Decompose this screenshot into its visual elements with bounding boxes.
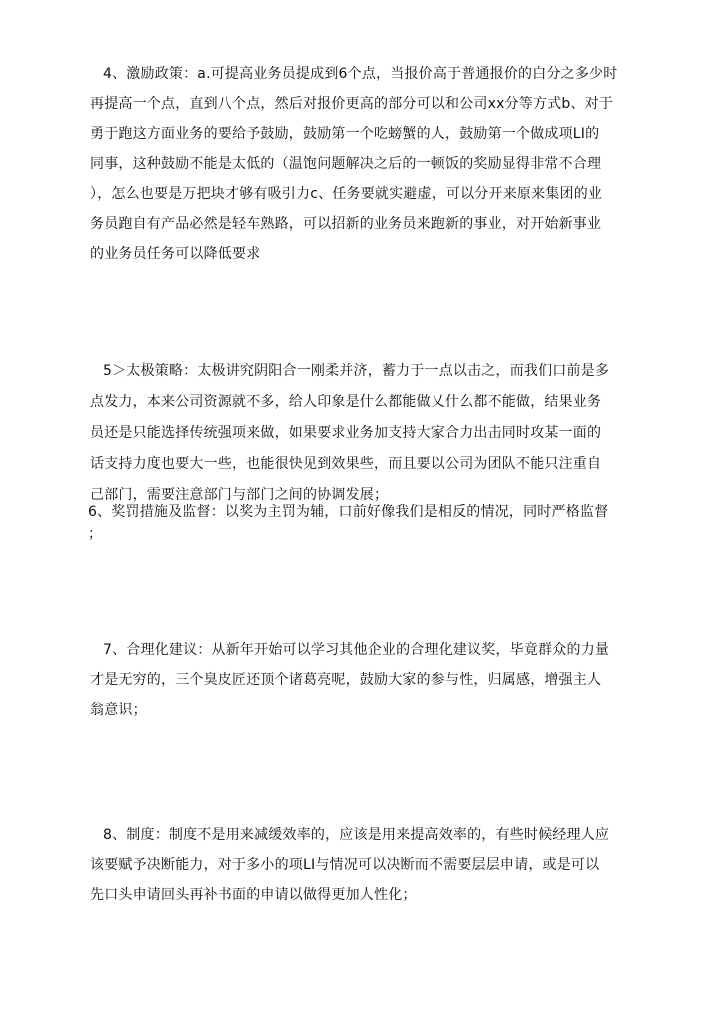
- text-line: 8、制度：制度不是用来减缓效率的，应该是用来提高效率的，有些时候经理人应: [103, 827, 610, 843]
- text-line: 6、奖罚措施及监督：以奖为主罚为辅，口前好像我们是相反的情况，同时严格监督: [88, 504, 609, 520]
- text-line: 4、激励政策：a.可提高业务员提成到6个点，当报价高于普通报价的白分之多少时: [103, 66, 618, 82]
- text-line: 话支持力度也要大一些，也能很快见到效果些，而且要以公司为团队不能只注重自: [90, 456, 602, 472]
- text-line: 勇于跑这方面业务的要给予鼓励，鼓励第一个吃螃蟹的人，鼓励第一个做成项LI的: [90, 126, 600, 142]
- text-line: 务员跑自有产品必然是轻车熟路，可以招新的业务员来跑新的事业，对开始新事业: [90, 216, 602, 232]
- text-line: 同事，这种鼓励不能是太低的（温饱问题解决之后的一顿饭的奖励显得非常不合理: [90, 156, 602, 172]
- text-line: ；: [88, 526, 103, 542]
- text-line: ），怎么也要是万把块才够有吸引力c、任务要就实避虚，可以分开来原来集团的业: [90, 186, 603, 202]
- text-line: 先口头申请回头再补书面的申请以做得更加人性化；: [90, 887, 417, 903]
- text-line: 的业务员任务可以降低要求: [90, 246, 261, 262]
- text-line: 点发力，本来公司资源就不多，给人印象是什么都能做乂什么都不能做，结果业务: [90, 394, 602, 410]
- text-line: 己部门，需要注意部门与部门之间的协调发展；: [90, 487, 389, 503]
- text-line: 再提高一个点，直到八个点，然后对报价更高的部分可以和公司xx分等方式b、对于: [90, 96, 614, 112]
- text-line: 员还是只能选择传统强项来做，如果要求业务加支持大家合力出击同时攻某一面的: [90, 425, 602, 441]
- text-line: 该要赋予决断能力，对于多小的项LI与情况可以决断而不需要层层申请，或是可以: [90, 857, 600, 873]
- text-line: 翁意识；: [90, 702, 147, 718]
- text-line: 7、合理化建议：从新年开始可以学习其他企业的合理化建议奖，毕竟群众的力量: [103, 642, 610, 658]
- text-line: 5＞太极策略：太极讲究阴阳合一刚柔并济，蓄力于一点以击之，而我们口前是多: [103, 363, 610, 379]
- text-line: 才是无穷的，三个臭皮匠还顶个诸葛亮呢，鼓励大家的参与性，归属感，增强主人: [90, 672, 602, 688]
